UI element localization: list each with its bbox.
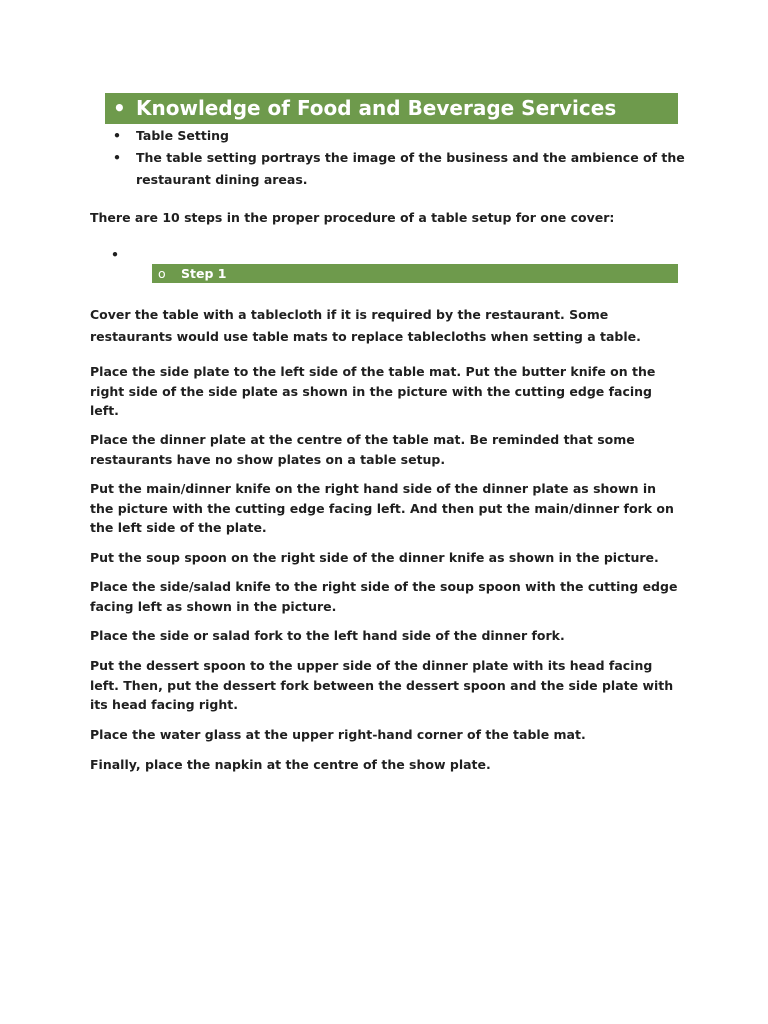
empty-bullet: • [111,247,119,262]
step-paragraph: Put the soup spoon on the right side of the dinner knife as shown in the picture. [90,550,659,565]
step-paragraph: Place the water glass at the upper right-hand corner of the table mat. [90,727,586,742]
step-paragraph: Place the side plate to the left side of the table mat. Put the butter knife on the right side of the side plate as shown in the picture with the cutting edge facing left. [90,364,656,418]
bullet-dot: • [113,128,121,143]
list-item-text: Table Setting [136,128,229,143]
intro-text: There are 10 steps in the proper procedure of a table setup for one cover: [90,210,615,225]
section-heading [105,93,678,124]
bullet-dot: • [113,150,121,165]
step-paragraph: Finally, place the napkin at the centre of the show plate. [90,757,491,772]
step-label: Step 1 [181,266,227,281]
bullet-list [105,125,685,191]
step-paragraph: Put the main/dinner knife on the right hand side of the dinner plate as shown in the picture with the cutting edge facing left. And then put the main/dinner fork on the left side of the plate. [90,481,674,535]
step-paragraph: Place the side or salad fork to the left hand side of the dinner fork. [90,628,565,643]
step-heading [152,264,678,283]
step-marker: o [158,266,166,281]
step-paragraph: Put the dessert spoon to the upper side of the dinner plate with its head facing left. Then, put the dessert fork between the dessert spoon and the side plate with its head facing right. [90,658,674,712]
heading-bullet: • [113,96,126,120]
step-paragraph: Place the dinner plate at the centre of the table mat. Be reminded that some restaurants have no show plates on a table setup. [90,432,635,467]
list-item [105,125,685,147]
step-paragraph: Place the side/salad knife to the right side of the soup spoon with the cutting edge facing left as shown in the picture. [90,579,678,614]
list-item-text: The table setting portrays the image of the business and the ambience of the restaurant dining areas. [136,150,685,187]
page-title: Knowledge of Food and Beverage Services [136,96,617,120]
step-paragraph: Cover the table with a tablecloth if it is required by the restaurant. Some restaurants would use table mats to replace tablecloths when setting a table. [90,307,641,344]
list-item [105,147,685,191]
